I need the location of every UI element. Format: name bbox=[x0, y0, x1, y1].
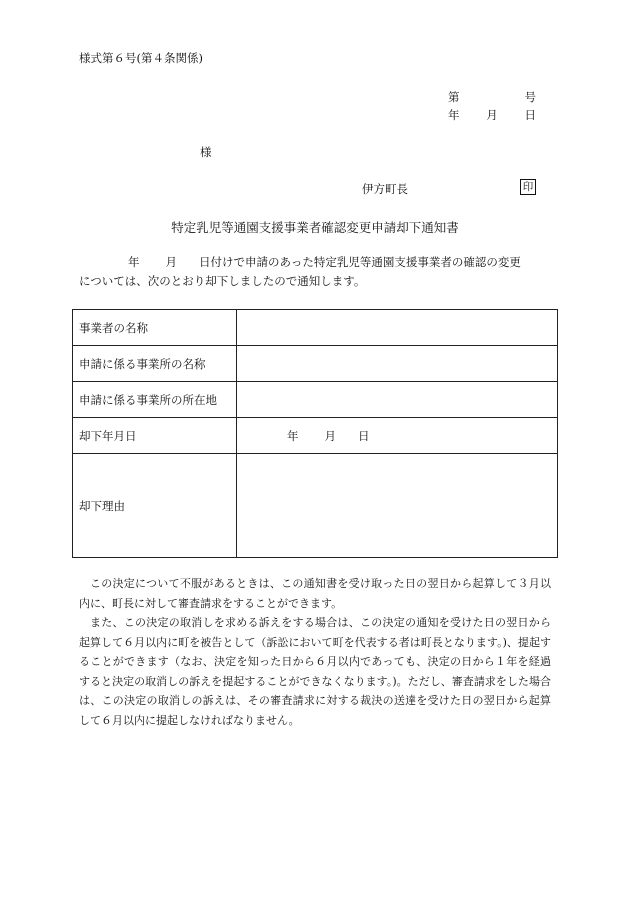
date-year: 年 bbox=[448, 108, 460, 122]
table-row bbox=[73, 346, 558, 382]
row-label: 却下理由 bbox=[73, 454, 237, 558]
details-table bbox=[72, 309, 558, 558]
rejection-day: 日 bbox=[358, 428, 370, 443]
document-title: 特定乳児等通園支援事業者確認変更申請却下通知書 bbox=[171, 220, 459, 235]
intro-year: 年 bbox=[128, 255, 140, 269]
date-day: 日 bbox=[524, 108, 536, 122]
intro-month: 月 bbox=[165, 255, 177, 269]
notes-paragraph-2: また、この決定の取消しを求める訴えをする場合は、この決定の通知を受けた日の翌日から起算して６月以内に町を被告として（訴訟において町を代表する者は町長となります。)、提起することができます（なお、決定を知った日から６月以内であっても、決定の日から１年を経過すると決定の取消しの訴えを提起することができなくなります。)。ただし、審査請求をした場合は、この決定の取消しの訴えは、その審査請求に対する裁決の送達を受けた日の翌日から起算して６月以内に提起しなければなりません。 bbox=[79, 616, 551, 727]
business-name-field bbox=[237, 310, 558, 346]
appeal-notes bbox=[79, 574, 551, 730]
date-month: 月 bbox=[486, 108, 498, 122]
issue-date-line bbox=[448, 107, 536, 123]
rejection-year: 年 bbox=[287, 428, 299, 443]
notes-paragraph-1: この決定について不服があるときは、この通知書を受け取った日の翌日から起算して３月以内に、町長に対して審査請求をすることができます。 bbox=[79, 577, 551, 610]
addressee-honorific: 様 bbox=[200, 145, 212, 159]
doc-number-suffix: 号 bbox=[524, 90, 536, 104]
form-number: 様式第６号(第４条関係) bbox=[79, 51, 203, 65]
intro-line-1 bbox=[79, 253, 551, 272]
row-label: 申請に係る事業所の所在地 bbox=[73, 382, 237, 418]
table-row bbox=[73, 382, 558, 418]
table-row bbox=[73, 454, 558, 558]
row-label: 申請に係る事業所の名称 bbox=[73, 346, 237, 382]
rejection-month: 月 bbox=[324, 428, 336, 443]
rejection-reason-field bbox=[237, 454, 558, 558]
issuer-title: 伊方町長 bbox=[362, 182, 408, 196]
intro-line1-rest: 日付けで申請のあった特定乳児等通園支援事業者の確認の変更 bbox=[199, 255, 521, 269]
office-name-field bbox=[237, 346, 558, 382]
intro-paragraph bbox=[79, 253, 551, 291]
seal-mark: 印 bbox=[520, 179, 536, 195]
row-label: 却下年月日 bbox=[73, 418, 237, 454]
intro-line-2: については、次のとおり却下しましたので通知します。 bbox=[79, 274, 366, 288]
doc-number-prefix: 第 bbox=[448, 90, 460, 104]
office-address-field bbox=[237, 382, 558, 418]
document-number-line bbox=[448, 89, 536, 105]
row-label: 事業者の名称 bbox=[73, 310, 237, 346]
table-row bbox=[73, 418, 558, 454]
rejection-date-field bbox=[237, 418, 558, 454]
table-row bbox=[73, 310, 558, 346]
